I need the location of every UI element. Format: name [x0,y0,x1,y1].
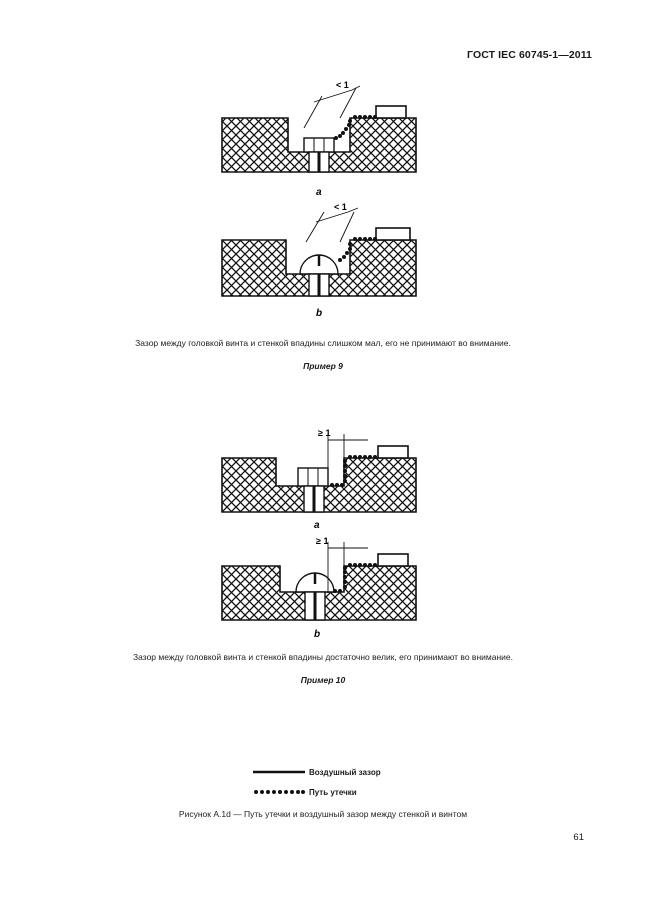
legend-creepage-label: Путь утечки [309,787,357,797]
dimension-label: < 1 [334,202,347,212]
dotted-line-symbol [253,789,305,795]
dimension-label: ≥ 1 [316,536,329,546]
example9-title: Пример 9 [303,361,343,371]
example9-figure-a [200,72,440,202]
page-number: 61 [573,832,584,843]
legend-creepage [253,786,357,798]
example9-caption: Зазор между головкой винта и стенкой впадины слишком мал, его не принимают во внимание. [135,338,511,348]
example9-figure-b [200,200,440,322]
solid-line-symbol [253,769,305,775]
example9-figure-a-drawing [200,72,440,202]
example10-title: Пример 10 [300,675,346,685]
figure-label: b [314,629,321,640]
figure-label: a [314,520,320,531]
dimension-label: < 1 [336,80,349,90]
example10-figure-a [200,426,440,536]
example10-figure-a-drawing [200,426,440,536]
legend-clearance-label: Воздушный зазор [309,767,381,777]
example9-figure-b-drawing [200,200,440,322]
legend-clearance [253,766,381,778]
example10-figure-b [200,534,440,644]
example10-caption: Зазор между головкой винта и стенкой впадины достаточно велик, его принимают во внимание. [133,652,513,662]
example10-figure-b-drawing [200,534,440,644]
document-header: ГОСТ IEC 60745-1—2011 [467,49,592,61]
dimension-label: ≥ 1 [318,428,331,438]
figure-caption: Рисунок A.1d — Путь утечки и воздушный зазор между стенкой и винтом [178,809,468,819]
figure-label: b [316,308,323,319]
figure-label: a [316,187,322,198]
